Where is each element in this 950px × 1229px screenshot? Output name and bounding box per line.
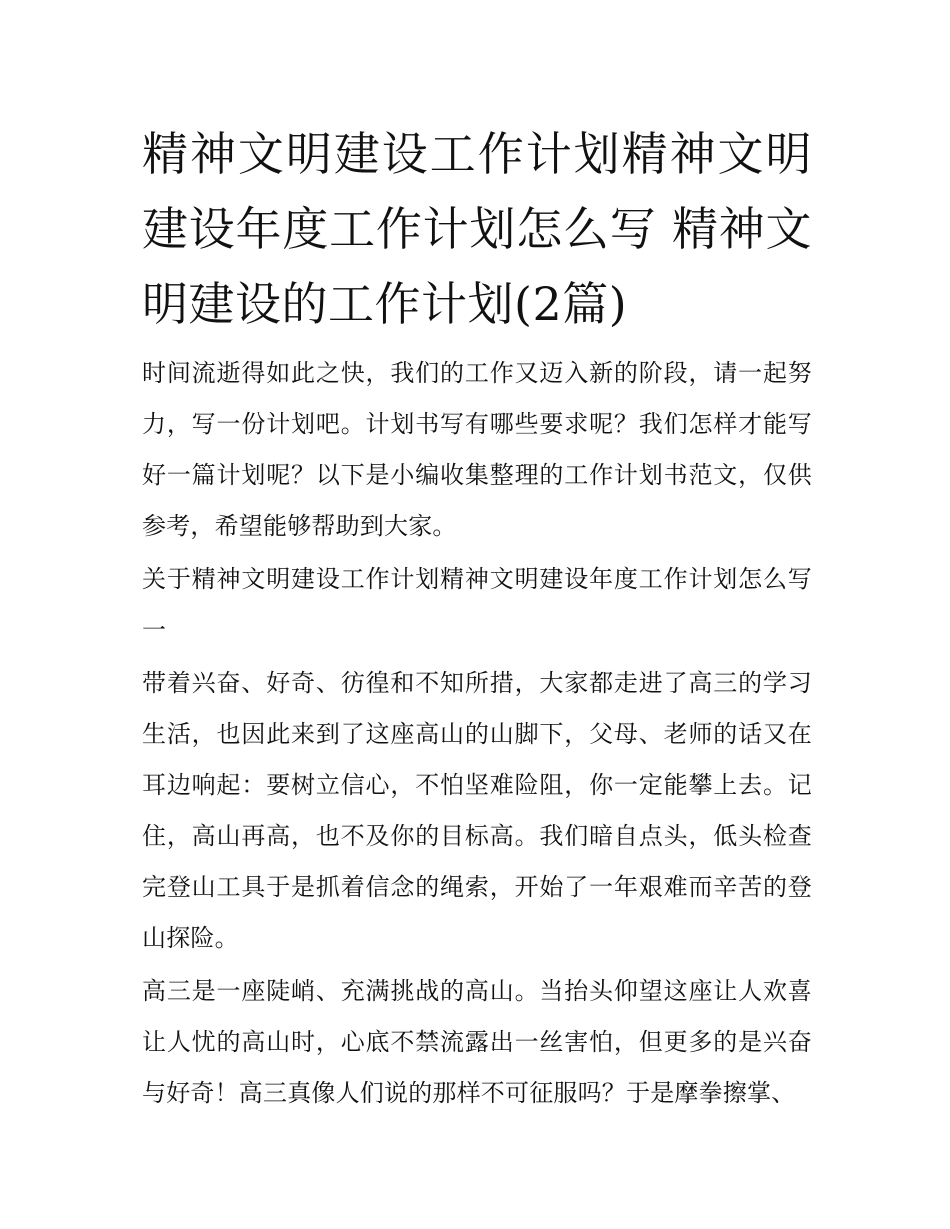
body-paragraph: 带着兴奋、好奇、彷徨和不知所措，大家都走进了高三的学习生活，也因此来到了这座高山的山脚下，父母、老师的话又在耳边响起：要树立信心，不怕坚难险阻，你一定能攀上去。记住，高山再高，也不及你的目标高。我们暗自点头，低头检查完登山工具于是抓着信念的绳索，开始了一年艰难而辛苦的登山探险。 <box>142 669 812 952</box>
document-title: 精神文明建设工作计划精神文明建设年度工作计划怎么写 精神文明建设的工作计划(2篇) <box>142 127 812 331</box>
intro-paragraph: 时间流逝得如此之快，我们的工作又迈入新的阶段，请一起努力，写一份计划吧。计划书写有哪些要求呢？我们怎样才能写好一篇计划呢？以下是小编收集整理的工作计划书范文，仅供参考，希望能够帮助到大家。 <box>142 359 812 540</box>
document-body <box>142 117 812 1121</box>
section-heading: 关于精神文明建设工作计划精神文明建设年度工作计划怎么写一 <box>142 565 812 644</box>
body-paragraph: 高三是一座陡峭、充满挑战的高山。当抬头仰望这座让人欢喜让人忧的高山时，心底不禁流露出一丝害怕，但更多的是兴奋与好奇！高三真像人们说的那样不可征服吗？于是摩拳擦掌、 <box>142 977 812 1107</box>
